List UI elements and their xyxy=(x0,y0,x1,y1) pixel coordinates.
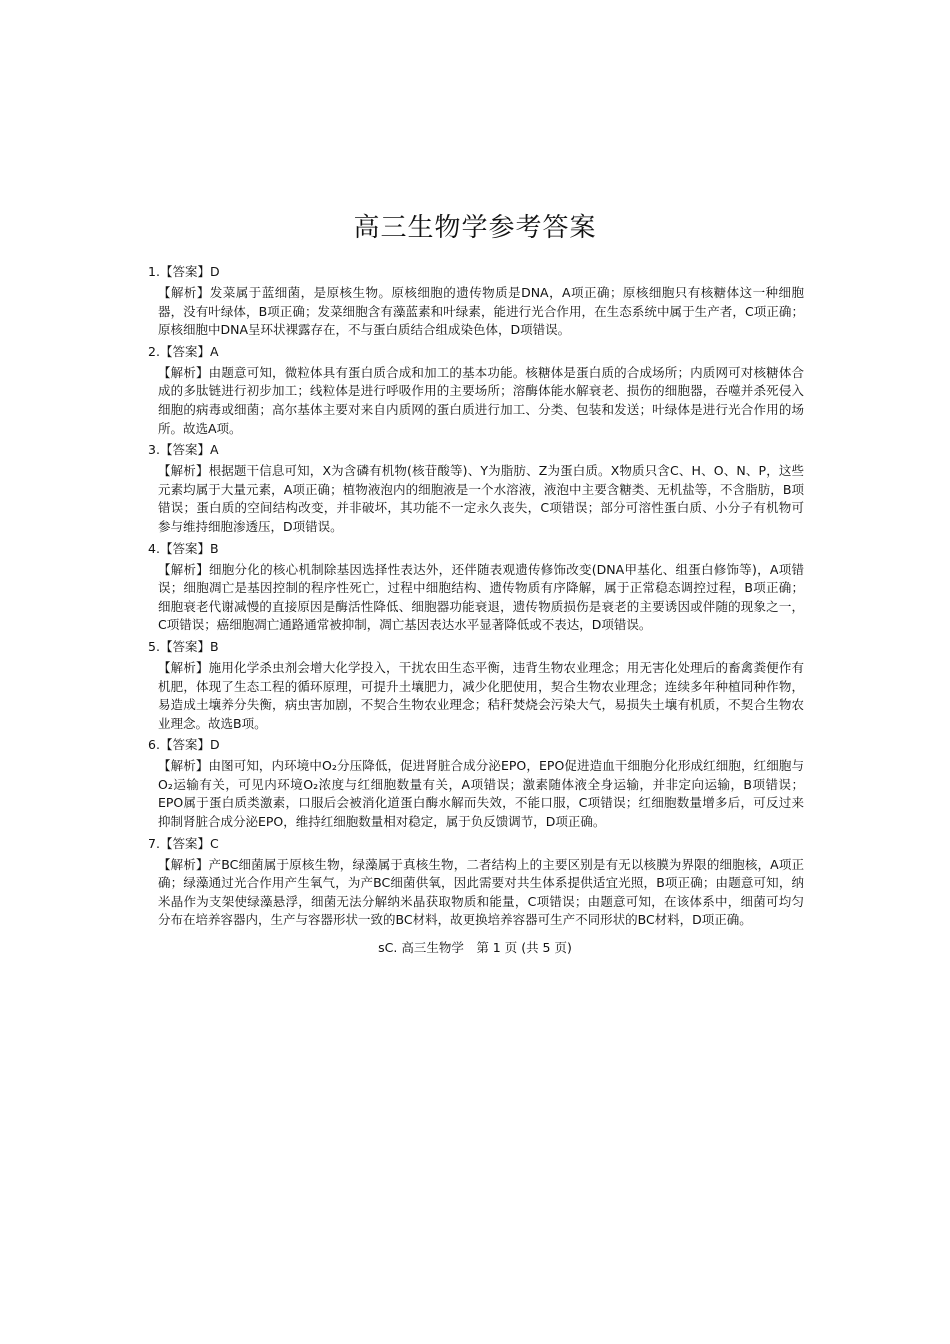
answer-line xyxy=(148,342,804,362)
question-2 xyxy=(148,342,804,438)
answer-line xyxy=(148,262,804,282)
explanation-text: 【解析】施用化学杀虫剂会增大化学投入，干扰农田生态平衡，违背生物农业理念；用无害化处理后的畜禽粪便作有机肥，体现了生态工程的循环原理，可提升土壤肥力，减少化肥使用，契合生物农业理念；连续多年种植同种作物，易造成土壤养分失衡，病虫害加剧，不契合生物农业理念；秸秆焚烧会污染大气，易损失土壤有机质，不契合生物农业理念。故选B项。 xyxy=(158,659,804,731)
question-6 xyxy=(148,735,804,831)
question-3 xyxy=(148,440,804,536)
question-4 xyxy=(148,539,804,635)
answer-label: 【答案】C xyxy=(159,835,219,851)
explanation-text: 【解析】由题意可知，微粒体具有蛋白质合成和加工的基本功能。核糖体是蛋白质的合成场所；内质网可对核糖体合成的多肽链进行初步加工；线粒体是进行呼吸作用的主要场所；溶酶体能水解衰老、损伤的细胞器，吞噬并杀死侵入细胞的病毒或细菌；高尔基体主要对来自内质网的蛋白质进行加工、分类、包装和发送；叶绿体是进行光合作用的场所。故选A项。 xyxy=(158,364,804,436)
answer-line xyxy=(148,539,804,559)
explanation-text: 【解析】根据题干信息可知，X为含磷有机物(核苷酸等)、Y为脂肪、Z为蛋白质。X物质只含C、H、O、N、P，这些元素均属于大量元素，A项正确；植物液泡内的细胞液是一个水溶液，液泡中主要含糖类、无机盐等，不含脂肪，B项错误；蛋白质的空间结构改变，并非破坏，其功能不一定永久丧失，C项错误；部分可溶性蛋白质、小分子有机物可参与维持细胞渗透压，D项错误。 xyxy=(158,463,804,534)
question-number: 3. xyxy=(148,442,160,458)
question-number: 5. xyxy=(148,638,160,654)
answer-label: 【答案】A xyxy=(159,442,219,458)
answer-label: 【答案】B xyxy=(159,638,219,654)
page-footer: sC. 高三生物学 第 1 页 (共 5 页) xyxy=(378,940,572,955)
question-1 xyxy=(148,262,804,340)
explanation-text: 【解析】由图可知，内环境中O₂分压降低，促进肾脏合成分泌EPO，EPO促进造血干细胞分化形成红细胞，红细胞与O₂运输有关，可见内环境O₂浓度与红细胞数量有关，A项错误；激素随体液全身运输，并非定向运输，B项错误；EPO属于蛋白质类激素，口服后会被消化道蛋白酶水解而失效，不能口服，C项错误；红细胞数量增多后，可反过来抑制肾脏合成分泌EPO，维持红细胞数量相对稳定，属于负反馈调节，D项正确。 xyxy=(158,758,804,830)
explanation-text: 【解析】细胞分化的核心机制除基因选择性表达外，还伴随表观遗传修饰改变(DNA甲基化、组蛋白修饰等)，A项错误；细胞凋亡是基因控制的程序性死亡，过程中细胞结构、遗传物质有序降解，属于正常稳态调控过程，B项正确；细胞衰老代谢减慢的直接原因是酶活性降低、细胞器功能衰退，遗传物质损伤是衰老的主要诱因或伴随的现象之一，C项错误；癌细胞凋亡通路通常被抑制，凋亡基因表达水平显著降低或不表达，D项错误。 xyxy=(158,561,804,633)
question-7 xyxy=(148,834,804,930)
explanation-text: 【解析】产BC细菌属于原核生物，绿藻属于真核生物，二者结构上的主要区别是有无以核膜为界限的细胞核，A项正确；绿藻通过光合作用产生氧气，为产BC细菌供氧，因此需要对共生体系提供适宜光照，B项正确；由题意可知，纳米晶作为支架使绿藻悬浮，细菌无法分解纳米晶获取物质和能量，C项错误；由题意可知，在该体系中，细菌可均匀分布在培养容器内，生产与容器形状一致的BC材料，故更换培养容器可生产不同形状的BC材料，D项正确。 xyxy=(158,856,804,928)
answer-line xyxy=(148,637,804,657)
question-number: 7. xyxy=(148,835,160,851)
answer-list xyxy=(148,262,804,932)
question-5 xyxy=(148,637,804,733)
question-number: 4. xyxy=(148,540,160,556)
answer-line xyxy=(148,834,804,854)
answer-line xyxy=(148,735,804,755)
answer-line xyxy=(148,440,804,460)
question-number: 1. xyxy=(148,264,160,279)
explanation-text: 【解析】发菜属于蓝细菌，是原核生物。原核细胞的遗传物质是DNA，A项正确；原核细胞只有核糖体这一种细胞器，没有叶绿体，B项正确；发菜细胞含有藻蓝素和叶绿素，能进行光合作用，在生态系统中属于生产者，C项正确；原核细胞中DNA呈环状裸露存在，不与蛋白质结合组成染色体，D项错误。 xyxy=(158,285,804,338)
question-number: 6. xyxy=(148,737,160,753)
answer-label: 【答案】D xyxy=(159,264,220,279)
answer-label: 【答案】B xyxy=(159,540,219,556)
question-number: 2. xyxy=(148,343,160,359)
answer-label: 【答案】A xyxy=(159,343,219,359)
page-title: 高三生物学参考答案 xyxy=(353,213,597,243)
answer-label: 【答案】D xyxy=(159,737,220,753)
